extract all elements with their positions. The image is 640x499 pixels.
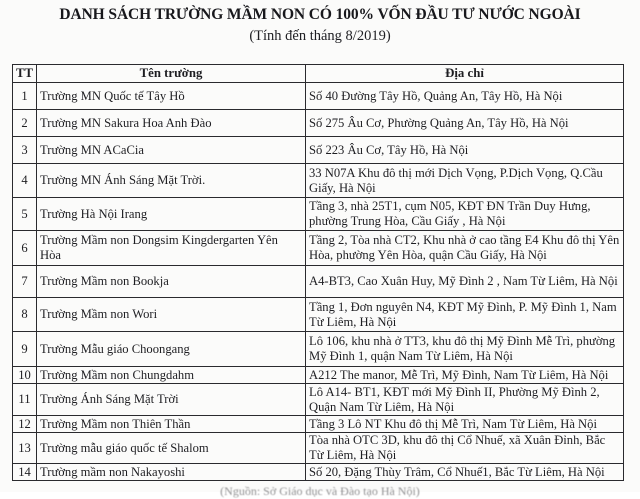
school-address: A212 The manor, Mễ Trì, Mỹ Đình, Nam Từ Liêm, Hà Nội <box>306 367 624 384</box>
school-name: Trường Mầm non Wori <box>37 298 306 332</box>
source-footnote: (Nguồn: Sở Giáo dục và Đào tạo Hà Nội) <box>220 484 420 498</box>
school-address: Số 20, Đặng Thùy Trâm, Cổ Nhuế1, Bắc Từ Liêm, Hà Nội <box>306 464 624 481</box>
table-row <box>13 164 624 198</box>
table-row <box>13 367 624 384</box>
school-name: Trường Mầm non Thiên Thần <box>37 416 306 433</box>
row-number: 5 <box>13 198 37 231</box>
schools-table <box>12 64 624 481</box>
row-number: 13 <box>13 433 37 464</box>
school-name: Trường Mầm non Chungdahm <box>37 367 306 384</box>
school-name: Trường Ánh Sáng Mặt Trời <box>37 384 306 416</box>
school-address: Số 275 Âu Cơ, Phường Quảng An, Tây Hồ, Hà Nội <box>306 110 624 137</box>
column-header-tt: TT <box>13 65 37 83</box>
table-row <box>13 231 624 266</box>
school-address: Lô 106, khu nhà ở TT3, khu đô thị Mỹ Đình Mễ Trì, phường Mỹ Đình 1, quận Nam Từ Liêm, Hà Nội <box>306 332 624 367</box>
school-name: Trường Mẫu giáo Choongang <box>37 332 306 367</box>
school-address: Số 40 Đường Tây Hồ, Quảng An, Tây Hồ, Hà Nội <box>306 83 624 110</box>
row-number: 11 <box>13 384 37 416</box>
school-name: Trường Mầm non Dongsim Kingdergarten Yên Hòa <box>37 231 306 266</box>
school-address: Tầng 1, Đơn nguyên N4, KĐT Mỹ Đình, P. Mỹ Đình 1, Nam Từ Liêm, Hà Nội <box>306 298 624 332</box>
school-name: Trường MN Quốc tế Tây Hồ <box>37 83 306 110</box>
row-number: 2 <box>13 110 37 137</box>
school-address: Tầng 3, nhà 25T1, cụm N05, KĐT ĐN Trần Duy Hưng, phường Trung Hòa, Cầu Giấy , Hà Nội <box>306 198 624 231</box>
school-name: Trường Hà Nội Irang <box>37 198 306 231</box>
table-row <box>13 198 624 231</box>
school-address: Số 223 Âu Cơ, Tây Hồ, Hà Nội <box>306 137 624 164</box>
table-row <box>13 83 624 110</box>
document-subtitle: (Tính đến tháng 8/2019) <box>249 28 391 44</box>
row-number: 6 <box>13 231 37 266</box>
row-number: 9 <box>13 332 37 367</box>
table-row <box>13 332 624 367</box>
school-address: Lô A14- BT1, KĐT mới Mỹ Đình II, Phường Mỹ Đình 2, Quận Nam Từ Liêm, Hà Nội <box>306 384 624 416</box>
column-header-name: Tên trường <box>37 65 306 83</box>
table-body <box>13 83 624 481</box>
document-title: DANH SÁCH TRƯỜNG MẦM NON CÓ 100% VỐN ĐẦU TƯ NƯỚC NGOÀI <box>59 6 581 23</box>
row-number: 12 <box>13 416 37 433</box>
table-row <box>13 384 624 416</box>
row-number: 4 <box>13 164 37 198</box>
row-number: 1 <box>13 83 37 110</box>
row-number: 10 <box>13 367 37 384</box>
table-row <box>13 433 624 464</box>
school-address: A4-BT3, Cao Xuân Huy, Mỹ Đình 2 , Nam Từ Liêm, Hà Nội <box>306 266 624 298</box>
school-name: Trường mẫu giáo quốc tế Shalom <box>37 433 306 464</box>
school-name: Trường Mầm non Bookja <box>37 266 306 298</box>
table-row <box>13 110 624 137</box>
school-name: Trường MN ACaCia <box>37 137 306 164</box>
column-header-address: Địa chỉ <box>306 65 624 83</box>
school-name: Trường mầm non Nakayoshi <box>37 464 306 481</box>
school-address: 33 N07A Khu đô thị mới Dịch Vọng, P.Dịch Vọng, Q.Cầu Giấy, Hà Nội <box>306 164 624 198</box>
row-number: 14 <box>13 464 37 481</box>
table-row <box>13 416 624 433</box>
table-row <box>13 266 624 298</box>
table-row <box>13 464 624 481</box>
table-header-row <box>13 65 624 83</box>
table-row <box>13 137 624 164</box>
table-row <box>13 298 624 332</box>
school-name: Trường MN Ánh Sáng Mặt Trời. <box>37 164 306 198</box>
school-name: Trường MN Sakura Hoa Anh Đào <box>37 110 306 137</box>
row-number: 3 <box>13 137 37 164</box>
school-address: Tòa nhà OTC 3D, khu đô thị Cổ Nhuế, xã Xuân Đỉnh, Bắc Từ Liêm, Hà Nội <box>306 433 624 464</box>
row-number: 8 <box>13 298 37 332</box>
school-address: Tầng 3 Lô NT Khu đô thị Mễ Trì, Nam Từ Liêm, Hà Nội <box>306 416 624 433</box>
row-number: 7 <box>13 266 37 298</box>
school-address: Tầng 2, Tòa nhà CT2, Khu nhà ở cao tầng E4 Khu đô thị Yên Hòa, phường Yên Hòa, quận Cầu Giấy, Hà Nội <box>306 231 624 266</box>
